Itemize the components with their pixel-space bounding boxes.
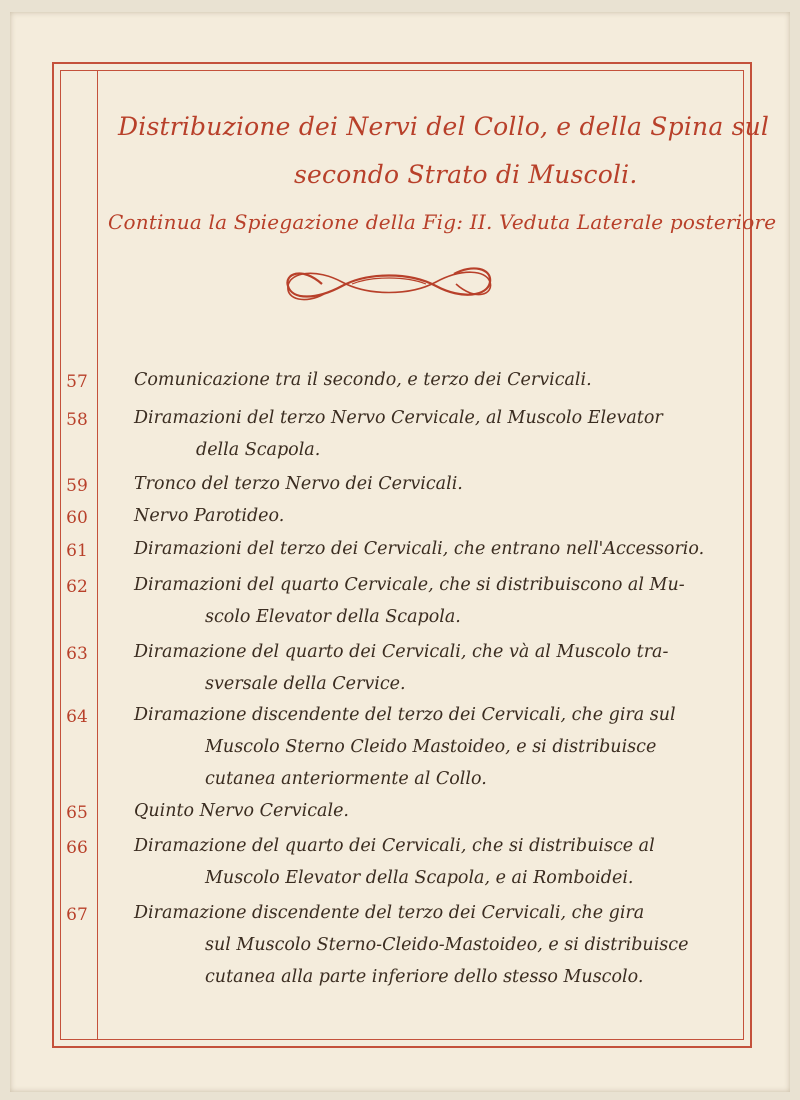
page-title-line-1: Distribuzione dei Nervi del Collo, e della Spina sul (118, 112, 770, 141)
flourish-ornament-icon (282, 256, 496, 312)
entry-text-line: scolo Elevator della Scapola. (205, 607, 461, 627)
entry-text-line: Diramazione del quarto dei Cervicali, che si distribuisce al (134, 836, 655, 856)
entry-number: 60 (66, 508, 88, 528)
entry-number: 57 (66, 372, 88, 392)
entry-text-line: Diramazioni del terzo Nervo Cervicale, al Muscolo Elevator (134, 408, 663, 428)
number-margin-rule (97, 70, 98, 1040)
entry-text-line: Muscolo Sterno Cleido Mastoideo, e si distribuisce (205, 737, 657, 757)
entry-text-line: Diramazioni del terzo dei Cervicali, che entrano nell'Accessorio. (134, 539, 705, 559)
entry-number: 59 (66, 476, 88, 496)
entry-text-line: Diramazione discendente del terzo dei Cervicali, che gira sul (134, 705, 676, 725)
entry-text-line: Muscolo Elevator della Scapola, e ai Romboidei. (205, 868, 634, 888)
entry-number: 61 (66, 541, 88, 561)
entry-number: 66 (66, 838, 88, 858)
entry-text-line: Tronco del terzo Nervo dei Cervicali. (134, 474, 463, 494)
entry-text-line: Quinto Nervo Cervicale. (134, 801, 349, 821)
page-title-line-2: secondo Strato di Muscoli. (294, 160, 638, 189)
entry-number: 58 (66, 410, 88, 430)
entry-text-line: cutanea alla parte inferiore dello stesso Muscolo. (205, 967, 644, 987)
entry-number: 62 (66, 577, 88, 597)
entry-number: 65 (66, 803, 88, 823)
entry-text-line: Diramazione del quarto dei Cervicali, che và al Muscolo tra- (134, 642, 669, 662)
entry-text-line: sul Muscolo Sterno-Cleido-Mastoideo, e si distribuisce (205, 935, 689, 955)
entry-number: 63 (66, 644, 88, 664)
entry-number: 64 (66, 707, 88, 727)
entry-text-line: Diramazioni del quarto Cervicale, che si distribuiscono al Mu- (134, 575, 685, 595)
entry-text-line: sversale della Cervice. (205, 674, 406, 694)
entry-number: 67 (66, 905, 88, 925)
entry-text-line: della Scapola. (196, 440, 321, 460)
entry-text-line: cutanea anteriormente al Collo. (205, 769, 487, 789)
entry-text-line: Comunicazione tra il secondo, e terzo dei Cervicali. (134, 370, 592, 390)
page-subtitle: Continua la Spiegazione della Fig: II. Veduta Laterale posteriore (108, 210, 777, 234)
entry-text-line: Nervo Parotideo. (134, 506, 285, 526)
entry-text-line: Diramazione discendente del terzo dei Cervicali, che gira (134, 903, 645, 923)
